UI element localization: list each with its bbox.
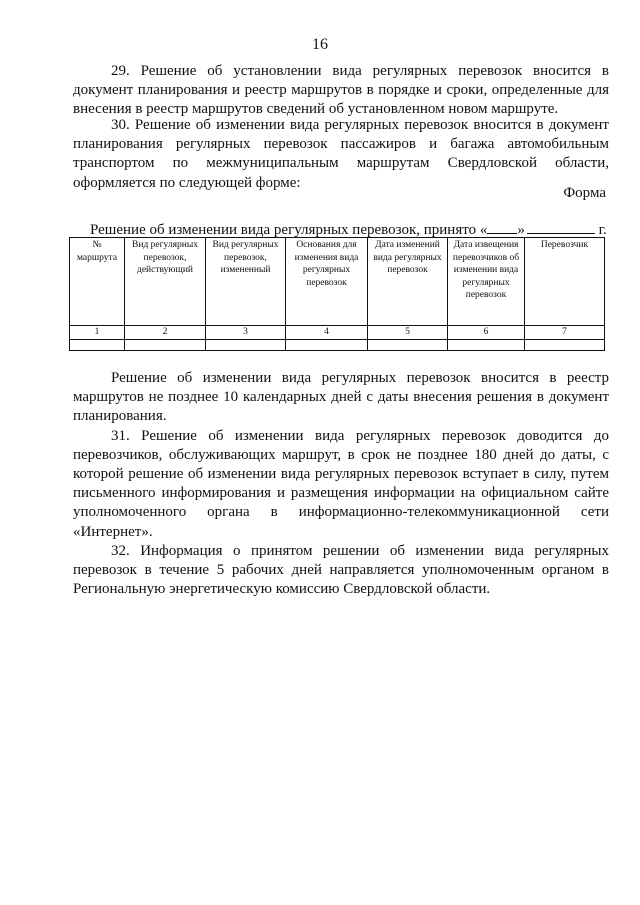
header-change-date: Дата изменений вида регулярных перевозок <box>368 238 448 326</box>
header-carrier: Перевозчик <box>525 238 605 326</box>
empty-cell <box>286 339 368 350</box>
empty-cell <box>206 339 286 350</box>
empty-cell <box>368 339 448 350</box>
table-number-row <box>70 326 605 340</box>
empty-cell <box>448 339 525 350</box>
table-empty-row <box>70 339 605 350</box>
empty-cell <box>125 339 206 350</box>
paragraph-31: 31. Решение об изменении вида регулярных перевозок доводится до перевозчиков, обслуживающих маршрут, в срок не позднее 180 дней до даты, с которой решение об изменении вида регулярных перевозок вступает в силу, путем письменного информирования и размещения информации на официальном сайте уполномоченного органа в информационно-телекоммуникационной сети «Интернет». <box>73 427 609 540</box>
header-route-number: № маршрута <box>70 238 125 326</box>
column-number: 5 <box>368 326 448 340</box>
header-grounds: Основания для изменения вида регулярных перевозок <box>286 238 368 326</box>
paragraph-30 <box>73 116 609 193</box>
paragraph-text: 30. Решение об изменении вида регулярных перевозок вносится в документ планирования регулярных перевозок пассажиров и багажа автомобильным транспортом по межмуниципальным маршрутам Свердловской области, оформляется по следующей форме: <box>73 117 609 191</box>
header-current-type: Вид регулярных перевозок, действующий <box>125 238 206 326</box>
column-number: 3 <box>206 326 286 340</box>
column-number: 1 <box>70 326 125 340</box>
paragraph-register-deadline: Решение об изменении вида регулярных перевозок вносится в реестр маршрутов не позднее 10 календарных дней с даты внесения решения в документ планирования. <box>73 370 609 425</box>
paragraph-29 <box>73 62 609 120</box>
paragraph-32: 32. Информация о принятом решении об изменении вида регулярных перевозок в течение 5 рабочих дней направляется уполномоченным органом в Региональную энергетическую комиссию Свердловской области. <box>73 542 609 598</box>
header-notice-date: Дата извещения перевозчиков об изменении вида регулярных перевозок <box>448 238 525 326</box>
paragraph-text: 29. Решение об установлении вида регулярных перевозок вносится в документ планирования и реестр маршрутов в порядке и сроки, определенные для внесения в реестр маршрутов сведений об установленном новом маршруте. <box>73 63 609 118</box>
date-month-blank <box>527 220 595 234</box>
empty-cell <box>70 339 125 350</box>
header-changed-type: Вид регулярных перевозок, измененный <box>206 238 286 326</box>
column-number: 4 <box>286 326 368 340</box>
empty-cell <box>525 339 605 350</box>
form-label: Форма <box>563 185 606 201</box>
table-title-text: Решение об изменении вида регулярных перевозок, принято « <box>90 222 488 238</box>
column-number: 7 <box>525 326 605 340</box>
table-title-quote-close: » <box>517 222 525 238</box>
page-number: 16 <box>312 36 328 53</box>
paragraphs-after-table <box>73 369 609 599</box>
column-number: 6 <box>448 326 525 340</box>
table-header-row <box>70 238 605 326</box>
form-table <box>69 237 605 351</box>
date-day-blank <box>487 220 517 234</box>
column-number: 2 <box>125 326 206 340</box>
table-title-year-suffix: г. <box>598 222 607 238</box>
